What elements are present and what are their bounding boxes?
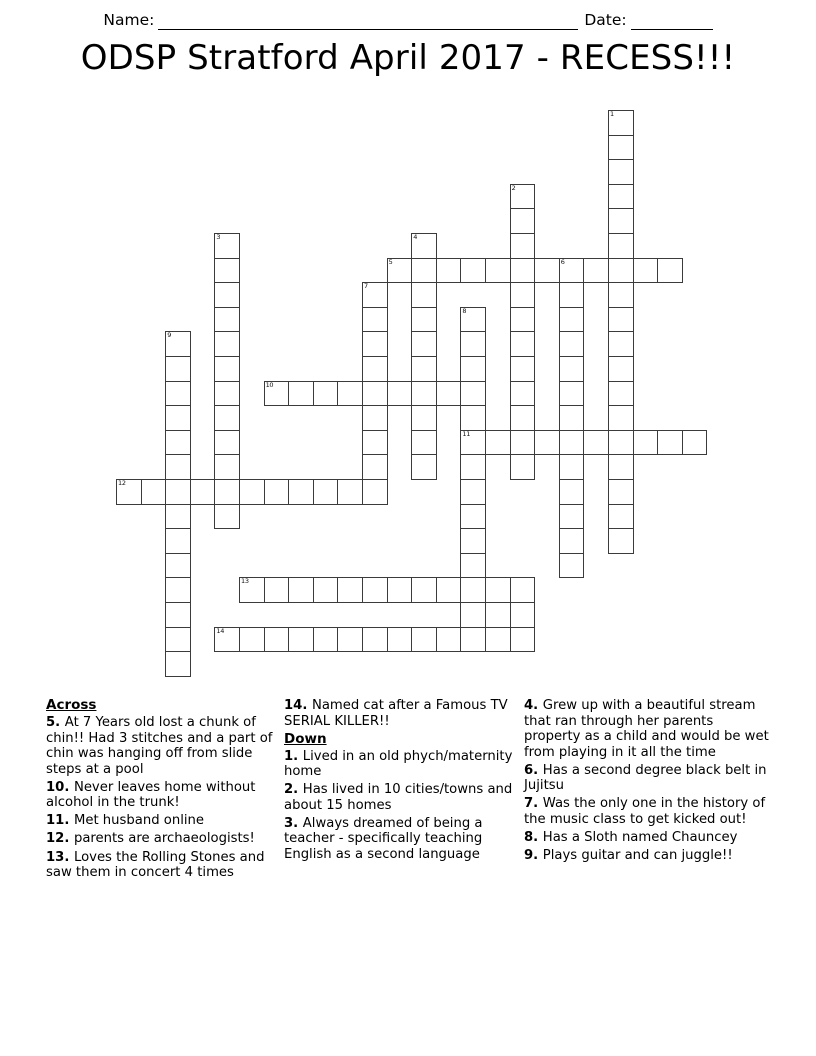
clue-column-1 bbox=[46, 698, 284, 978]
grid-cell[interactable] bbox=[460, 430, 486, 456]
cell-number: 12 bbox=[118, 479, 126, 487]
grid-cell[interactable] bbox=[214, 331, 240, 357]
clue-text: At 7 Years old lost a chunk of chin!! Had 3 stitches and a part of chin was hanging off from slide steps at a pool bbox=[46, 714, 273, 777]
grid-cell[interactable] bbox=[559, 331, 585, 357]
grid-cell[interactable] bbox=[485, 577, 511, 603]
grid-cell[interactable] bbox=[460, 553, 486, 579]
grid-cell[interactable] bbox=[362, 454, 388, 480]
grid-cell[interactable] bbox=[411, 282, 437, 308]
grid-cell[interactable] bbox=[214, 405, 240, 431]
grid-cell[interactable] bbox=[510, 233, 536, 259]
grid-cell[interactable] bbox=[460, 577, 486, 603]
grid-cell[interactable] bbox=[608, 528, 634, 554]
grid-cell[interactable] bbox=[460, 528, 486, 554]
grid-cell[interactable] bbox=[657, 430, 683, 456]
grid-cell[interactable] bbox=[313, 381, 339, 407]
clue-text: parents are archaeologists! bbox=[73, 831, 255, 847]
cell-number: 5 bbox=[388, 257, 393, 266]
clue-number: 10. bbox=[46, 779, 74, 795]
grid-cell[interactable] bbox=[165, 504, 191, 530]
grid-cell[interactable] bbox=[214, 356, 240, 382]
grid-cell[interactable] bbox=[337, 627, 363, 653]
grid-cell[interactable] bbox=[510, 356, 536, 382]
clue-text: Has a Sloth named Chauncey bbox=[542, 830, 738, 846]
grid-cell[interactable] bbox=[264, 627, 290, 653]
grid-cell[interactable] bbox=[165, 553, 191, 579]
cell-number: 14 bbox=[216, 626, 225, 635]
grid-cell[interactable] bbox=[214, 430, 240, 456]
clue-down-9 bbox=[524, 848, 769, 864]
cell-number: 4 bbox=[413, 233, 418, 241]
grid-cell[interactable] bbox=[411, 577, 437, 603]
grid-cell[interactable] bbox=[337, 479, 363, 505]
grid-cell[interactable] bbox=[411, 356, 437, 382]
cell-number: 11 bbox=[462, 429, 471, 438]
cell-number: 3 bbox=[216, 233, 221, 241]
grid-cell[interactable] bbox=[165, 577, 191, 603]
grid-cell[interactable] bbox=[288, 479, 314, 505]
grid-cell[interactable] bbox=[165, 528, 191, 554]
clue-number: 6. bbox=[524, 762, 543, 778]
grid-cell[interactable] bbox=[411, 627, 437, 653]
clue-text: Always dreamed of being a teacher - specifically teaching English as a second language bbox=[284, 815, 483, 863]
grid-cell[interactable] bbox=[362, 282, 388, 308]
clue-number: 8. bbox=[524, 830, 543, 846]
grid-cell[interactable] bbox=[608, 208, 634, 234]
grid-cell[interactable] bbox=[313, 479, 339, 505]
clue-text: Named cat after a Famous TV SERIAL KILLER!! bbox=[284, 698, 508, 729]
grid-cell[interactable] bbox=[387, 627, 413, 653]
grid-cell[interactable] bbox=[608, 504, 634, 530]
grid-cell[interactable] bbox=[485, 258, 511, 284]
grid-cell[interactable] bbox=[214, 258, 240, 284]
grid-cell[interactable] bbox=[559, 504, 585, 530]
grid-cell[interactable] bbox=[559, 479, 585, 505]
clue-text: Lived in an old phych/maternity home bbox=[284, 748, 513, 780]
page-title: ODSP Stratford April 2017 - RECESS!!! bbox=[80, 38, 736, 78]
grid-cell[interactable] bbox=[214, 627, 240, 653]
grid-cell[interactable] bbox=[436, 381, 462, 407]
clue-text: Grew up with a beautiful stream that ran through her parents property as a child and would be wet from playing in it all the time bbox=[524, 698, 769, 760]
clue-column-3 bbox=[524, 698, 769, 978]
grid-cell[interactable] bbox=[608, 258, 634, 284]
grid-cell[interactable] bbox=[608, 282, 634, 308]
grid-cell[interactable] bbox=[264, 381, 290, 407]
grid-cell[interactable] bbox=[460, 356, 486, 382]
grid-cell[interactable] bbox=[165, 430, 191, 456]
grid-cell[interactable] bbox=[608, 454, 634, 480]
grid-cell[interactable] bbox=[682, 430, 708, 456]
grid-cell[interactable] bbox=[116, 479, 142, 505]
cell-number: 1 bbox=[610, 110, 614, 118]
grid-cell[interactable] bbox=[337, 577, 363, 603]
grid-cell[interactable] bbox=[387, 258, 413, 284]
grid-cell[interactable] bbox=[362, 331, 388, 357]
grid-cell[interactable] bbox=[510, 184, 536, 210]
cell-number: 2 bbox=[511, 183, 516, 192]
grid-cell[interactable] bbox=[460, 405, 486, 431]
grid-cell[interactable] bbox=[264, 577, 290, 603]
grid-cell[interactable] bbox=[165, 651, 191, 677]
grid-cell[interactable] bbox=[460, 454, 486, 480]
clue-number: 14. bbox=[284, 698, 312, 713]
clue-across-11 bbox=[46, 813, 284, 829]
grid-cell[interactable] bbox=[460, 381, 486, 407]
grid-cell[interactable] bbox=[559, 356, 585, 382]
grid-cell[interactable] bbox=[411, 233, 437, 259]
across-heading: Across bbox=[46, 697, 97, 713]
grid-cell[interactable] bbox=[510, 627, 536, 653]
grid-cell[interactable] bbox=[608, 331, 634, 357]
grid-cell[interactable] bbox=[362, 627, 388, 653]
clue-text: Never leaves home without alcohol in the trunk! bbox=[46, 779, 256, 811]
grid-cell[interactable] bbox=[608, 381, 634, 407]
grid-cell[interactable] bbox=[510, 331, 536, 357]
grid-cell[interactable] bbox=[460, 331, 486, 357]
grid-cell[interactable] bbox=[165, 356, 191, 382]
clue-across-14 bbox=[284, 698, 524, 729]
grid-cell[interactable] bbox=[534, 258, 560, 284]
clue-text: Was the only one in the history of the music class to get kicked out! bbox=[524, 796, 766, 828]
grid-cell[interactable] bbox=[362, 307, 388, 333]
grid-cell[interactable] bbox=[288, 381, 314, 407]
clue-down-3 bbox=[284, 816, 524, 863]
cell-number: 8 bbox=[462, 306, 467, 315]
grid-cell[interactable] bbox=[608, 430, 634, 456]
grid-cell[interactable] bbox=[288, 577, 314, 603]
grid-cell[interactable] bbox=[387, 381, 413, 407]
clue-text: Loves the Rolling Stones and saw them in concert 4 times bbox=[46, 849, 265, 881]
grid-cell[interactable] bbox=[460, 307, 486, 333]
grid-cell[interactable] bbox=[165, 331, 191, 357]
clue-text: Has lived in 10 cities/towns and about 15 homes bbox=[284, 782, 513, 813]
grid-cell[interactable] bbox=[559, 430, 585, 456]
clue-text: Plays guitar and can juggle!! bbox=[542, 848, 733, 864]
name-label: Name: bbox=[103, 11, 155, 29]
grid-cell[interactable] bbox=[485, 627, 511, 653]
grid-cell[interactable] bbox=[362, 577, 388, 603]
clue-down-1 bbox=[284, 749, 524, 780]
grid-cell[interactable] bbox=[165, 381, 191, 407]
clue-text: Met husband online bbox=[73, 813, 204, 829]
grid-cell[interactable] bbox=[436, 627, 462, 653]
grid-cell[interactable] bbox=[460, 504, 486, 530]
grid-cell[interactable] bbox=[362, 356, 388, 382]
grid-cell[interactable] bbox=[337, 381, 363, 407]
clue-across-5 bbox=[46, 715, 284, 777]
cell-number: 6 bbox=[560, 257, 565, 266]
clue-number: 9. bbox=[524, 848, 543, 864]
grid-cell[interactable] bbox=[411, 430, 437, 456]
clue-down-2 bbox=[284, 782, 524, 813]
clue-number: 13. bbox=[46, 849, 74, 865]
grid-cell[interactable] bbox=[559, 405, 585, 431]
grid-cell[interactable] bbox=[141, 479, 167, 505]
grid-cell[interactable] bbox=[510, 208, 536, 234]
clue-number: 7. bbox=[524, 796, 543, 812]
clue-across-12 bbox=[46, 831, 284, 847]
grid-cell[interactable] bbox=[411, 454, 437, 480]
grid-cell[interactable] bbox=[411, 307, 437, 333]
grid-cell[interactable] bbox=[411, 331, 437, 357]
grid-cell[interactable] bbox=[239, 577, 265, 603]
clue-number: 2. bbox=[284, 782, 303, 798]
clues-section bbox=[0, 698, 816, 978]
cell-number: 9 bbox=[167, 331, 172, 340]
grid-cell[interactable] bbox=[288, 627, 314, 653]
grid-cell[interactable] bbox=[559, 553, 585, 579]
clue-column-2 bbox=[284, 698, 524, 978]
cell-number: 13 bbox=[241, 577, 249, 586]
grid-cell[interactable] bbox=[510, 602, 536, 628]
cell-number: 10 bbox=[265, 380, 274, 389]
grid-cell[interactable] bbox=[313, 577, 339, 603]
grid-cell[interactable] bbox=[214, 479, 240, 505]
grid-cell[interactable] bbox=[583, 258, 609, 284]
grid-cell[interactable] bbox=[559, 528, 585, 554]
grid-cell[interactable] bbox=[608, 159, 634, 185]
grid-cell[interactable] bbox=[510, 577, 536, 603]
down-heading: Down bbox=[284, 730, 327, 747]
grid-cell[interactable] bbox=[362, 430, 388, 456]
grid-cell[interactable] bbox=[411, 258, 437, 284]
grid-cell[interactable] bbox=[608, 233, 634, 259]
grid-cell[interactable] bbox=[559, 307, 585, 333]
grid-cell[interactable] bbox=[510, 307, 536, 333]
grid-cell[interactable] bbox=[559, 381, 585, 407]
grid-cell[interactable] bbox=[214, 381, 240, 407]
clue-text: Has a second degree black belt in Jujitsu bbox=[524, 762, 767, 794]
grid-cell[interactable] bbox=[510, 430, 536, 456]
grid-cell[interactable] bbox=[460, 602, 486, 628]
grid-cell[interactable] bbox=[411, 381, 437, 407]
date-label: Date: bbox=[584, 11, 627, 29]
grid-cell[interactable] bbox=[362, 479, 388, 505]
grid-cell[interactable] bbox=[387, 577, 413, 603]
grid-cell[interactable] bbox=[534, 430, 560, 456]
grid-cell[interactable] bbox=[460, 479, 486, 505]
cell-number: 7 bbox=[364, 282, 368, 291]
grid-cell[interactable] bbox=[510, 282, 536, 308]
grid-cell[interactable] bbox=[608, 184, 634, 210]
grid-cell[interactable] bbox=[239, 479, 265, 505]
grid-cell[interactable] bbox=[460, 627, 486, 653]
grid-cell[interactable] bbox=[313, 627, 339, 653]
grid-cell[interactable] bbox=[362, 405, 388, 431]
grid-cell[interactable] bbox=[460, 258, 486, 284]
grid-cell[interactable] bbox=[165, 454, 191, 480]
grid-cell[interactable] bbox=[436, 577, 462, 603]
grid-cell[interactable] bbox=[633, 430, 659, 456]
grid-cell[interactable] bbox=[510, 454, 536, 480]
grid-cell[interactable] bbox=[510, 405, 536, 431]
clue-number: 4. bbox=[524, 698, 543, 713]
grid-cell[interactable] bbox=[264, 479, 290, 505]
grid-cell[interactable] bbox=[411, 405, 437, 431]
grid-cell[interactable] bbox=[214, 454, 240, 480]
grid-cell[interactable] bbox=[239, 627, 265, 653]
grid-cell[interactable] bbox=[608, 356, 634, 382]
grid-cell[interactable] bbox=[608, 479, 634, 505]
clue-number: 5. bbox=[46, 714, 65, 730]
clue-across-10 bbox=[46, 780, 284, 811]
grid-cell[interactable] bbox=[608, 405, 634, 431]
clue-number: 1. bbox=[284, 748, 303, 764]
grid-cell[interactable] bbox=[214, 504, 240, 530]
grid-cell[interactable] bbox=[165, 627, 191, 653]
grid-cell[interactable] bbox=[214, 307, 240, 333]
clue-number: 3. bbox=[284, 815, 303, 831]
clue-down-6 bbox=[524, 763, 769, 794]
grid-cell[interactable] bbox=[559, 258, 585, 284]
grid-cell[interactable] bbox=[657, 258, 683, 284]
grid-cell[interactable] bbox=[436, 258, 462, 284]
grid-cell[interactable] bbox=[559, 454, 585, 480]
clue-down-4 bbox=[524, 698, 769, 760]
clue-down-7 bbox=[524, 796, 769, 827]
grid-cell[interactable] bbox=[485, 430, 511, 456]
grid-cell[interactable] bbox=[608, 135, 634, 161]
clue-number: 11. bbox=[46, 813, 74, 829]
clue-number: 12. bbox=[46, 831, 74, 847]
grid-cell[interactable] bbox=[583, 430, 609, 456]
grid-cell[interactable] bbox=[214, 282, 240, 308]
grid-cell[interactable] bbox=[510, 258, 536, 284]
clue-across-13 bbox=[46, 850, 284, 881]
grid-cell[interactable] bbox=[633, 258, 659, 284]
grid-cell[interactable] bbox=[165, 405, 191, 431]
grid-cell[interactable] bbox=[608, 110, 634, 136]
grid-cell[interactable] bbox=[165, 602, 191, 628]
grid-cell[interactable] bbox=[362, 381, 388, 407]
grid-cell[interactable] bbox=[559, 282, 585, 308]
clue-down-8 bbox=[524, 830, 769, 846]
grid-cell[interactable] bbox=[165, 479, 191, 505]
grid-cell[interactable] bbox=[214, 233, 240, 259]
grid-cell[interactable] bbox=[510, 381, 536, 407]
grid-cell[interactable] bbox=[608, 307, 634, 333]
grid-cell[interactable] bbox=[190, 479, 216, 505]
